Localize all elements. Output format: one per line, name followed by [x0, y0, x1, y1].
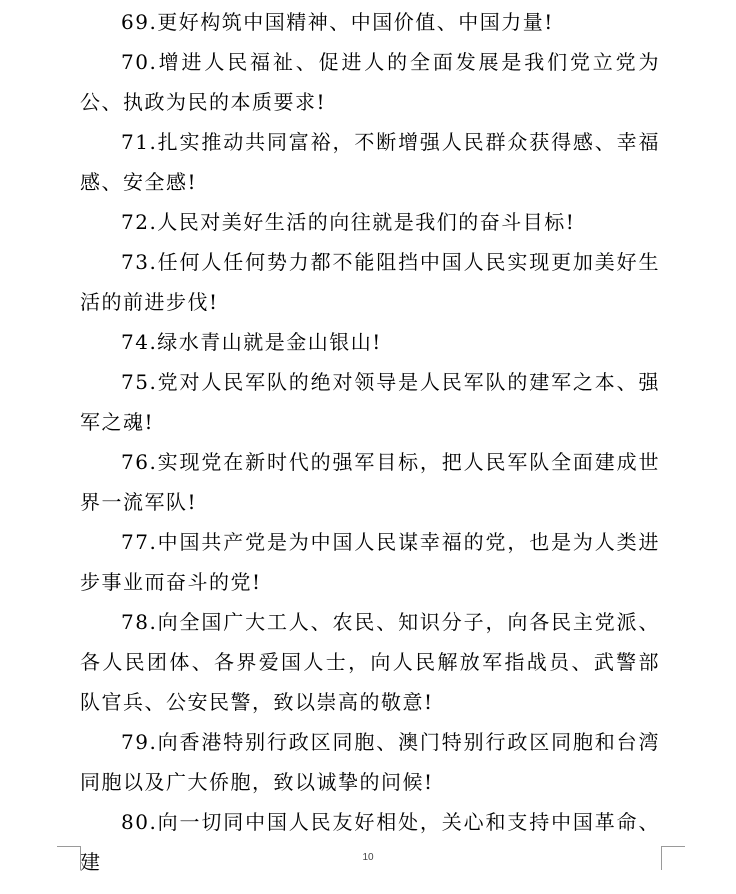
paragraph-73: 73.任何人任何势力都不能阻挡中国人民实现更加美好生活的前进步伐! — [80, 250, 660, 314]
paragraph-80: 80.向一切同中国人民友好相处，关心和支持中国革命、建 — [80, 810, 660, 874]
paragraph-79: 79.向香港特别行政区同胞、澳门特别行政区同胞和台湾同胞以及广大侨胞，致以诚挚的问候! — [80, 730, 660, 794]
page-number: 10 — [362, 852, 374, 863]
document-body — [80, 2, 660, 882]
paragraph-76: 76.实现党在新时代的强军目标，把人民军队全面建成世界一流军队! — [80, 450, 660, 514]
paragraph-74: 74.绿水青山就是金山银山! — [121, 330, 382, 354]
paragraph-69: 69.更好构筑中国精神、中国价值、中国力量! — [121, 10, 554, 34]
paragraph-78: 78.向全国广大工人、农民、知识分子，向各民主党派、各人民团体、各界爱国人士，向人民解放军指战员、武警部队官兵、公安民警，致以崇高的敬意! — [80, 610, 660, 714]
paragraph-77: 77.中国共产党是为中国人民谋幸福的党，也是为人类进步事业而奋斗的党! — [80, 530, 660, 594]
paragraph-75: 75.党对人民军队的绝对领导是人民军队的建军之本、强军之魂! — [80, 370, 660, 434]
paragraph-72: 72.人民对美好生活的向往就是我们的奋斗目标! — [121, 210, 576, 234]
paragraph-70: 70.增进人民福祉、促进人的全面发展是我们党立党为公、执政为民的本质要求! — [80, 50, 660, 114]
paragraph-71: 71.扎实推动共同富裕，不断增强人民群众获得感、幸福感、安全感! — [80, 130, 660, 194]
